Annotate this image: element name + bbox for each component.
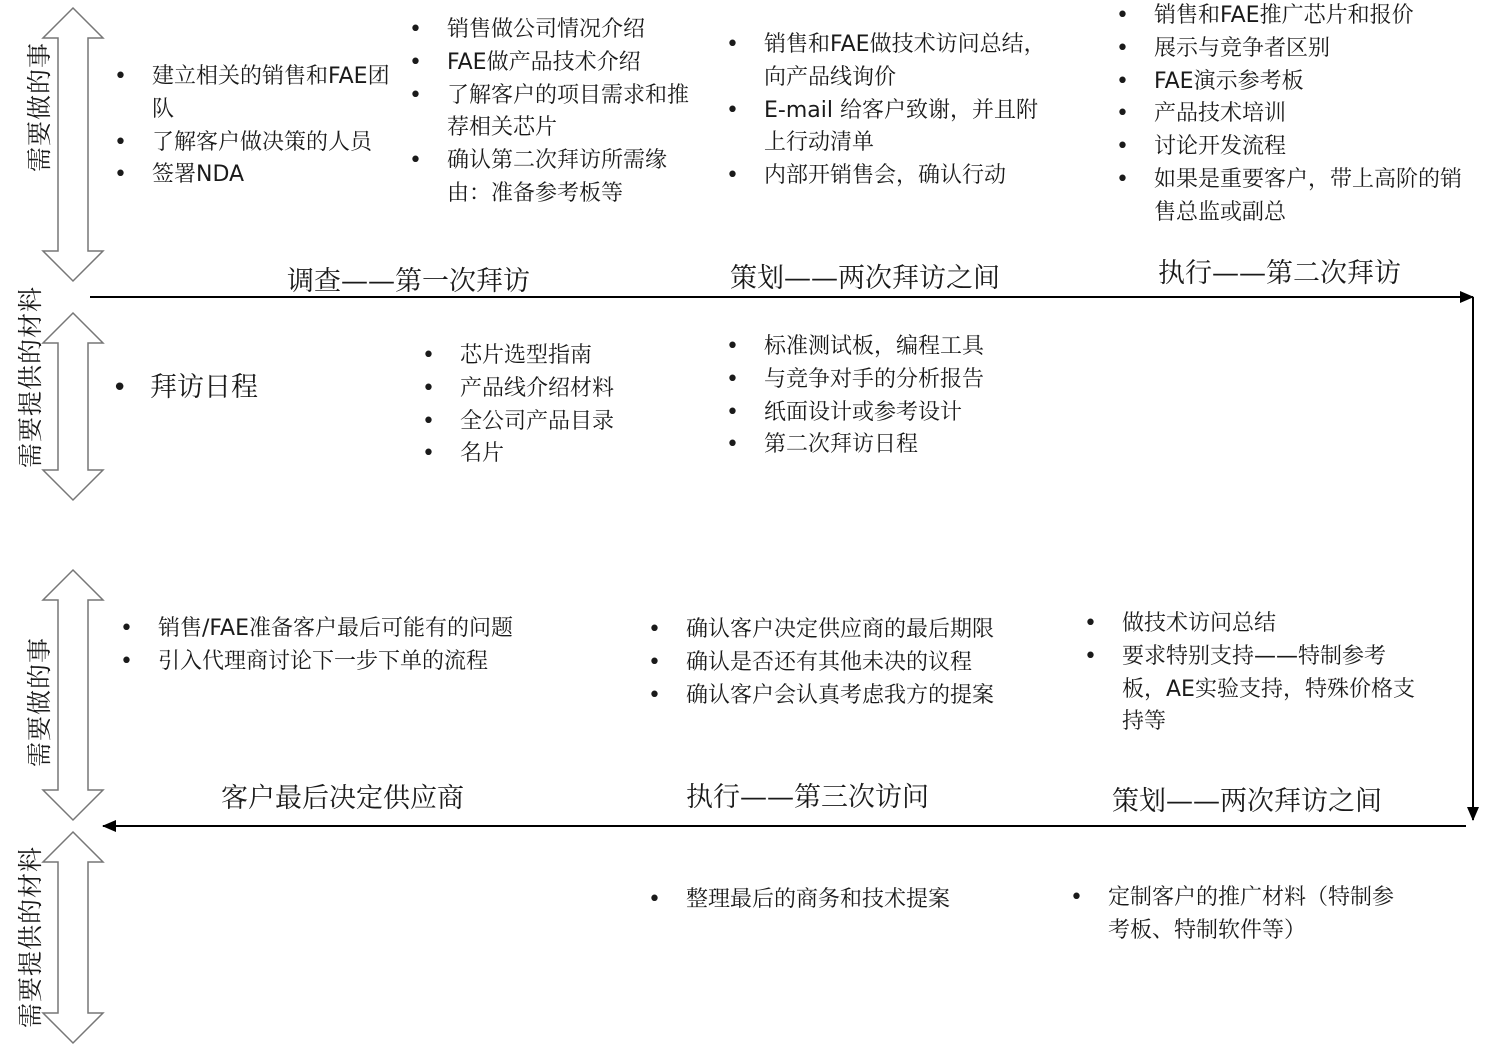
bullet-item: • 确认是否还有其他未决的议程 bbox=[640, 647, 1060, 680]
phase-label-planning-2: 策划——两次拜访之间 bbox=[1112, 786, 1382, 817]
materials-list-first-visit-a bbox=[104, 370, 384, 406]
todo-list-second-visit bbox=[1108, 0, 1463, 230]
todo-list-planning-2 bbox=[1076, 608, 1416, 739]
bullet-item: • 产品技术培训 bbox=[1108, 98, 1463, 131]
bullet-item: • 引入代理商讨论下一步下单的流程 bbox=[112, 646, 592, 679]
bullet-item: • 第二次拜访日程 bbox=[718, 429, 1058, 462]
materials-list-first-visit-b bbox=[414, 340, 714, 471]
todo-list-first-visit-a bbox=[106, 61, 396, 192]
todo-list-first-visit-b bbox=[401, 14, 701, 211]
double-arrow-top-materials bbox=[43, 313, 103, 500]
bullet-item: • 纸面设计或参考设计 bbox=[718, 397, 1058, 430]
bullet-item: • 签署NDA bbox=[106, 159, 396, 192]
bullet-item: • 讨论开发流程 bbox=[1108, 131, 1463, 164]
bullet-item: • 确认第二次拜访所需缘由：准备参考板等 bbox=[401, 145, 701, 211]
bullet-item: • 确认客户决定供应商的最后期限 bbox=[640, 614, 1060, 647]
bullet-item: • 了解客户做决策的人员 bbox=[106, 127, 396, 160]
side-label-top-todo: 需要做的事 bbox=[25, 41, 54, 172]
bullet-item: • 名片 bbox=[414, 438, 714, 471]
bullet-item: • 销售做公司情况介绍 bbox=[401, 14, 701, 47]
bullet-item: • 内部开销售会，确认行动 bbox=[718, 160, 1048, 193]
phase-label-first-visit: 调查——第一次拜访 bbox=[287, 266, 530, 297]
todo-list-planning-1 bbox=[718, 29, 1048, 193]
todo-list-final-decision bbox=[112, 613, 592, 679]
bullet-item: • 如果是重要客户，带上高阶的销售总监或副总 bbox=[1108, 164, 1463, 230]
bullet-item: • 标准测试板，编程工具 bbox=[718, 331, 1058, 364]
bullet-item: • 芯片选型指南 bbox=[414, 340, 714, 373]
side-label-top-materials: 需要提供的材料 bbox=[16, 285, 45, 468]
bullet-item: • 了解客户的项目需求和推荐相关芯片 bbox=[401, 80, 701, 146]
materials-list-planning-2 bbox=[1062, 882, 1402, 948]
bullet-item: • FAE做产品技术介绍 bbox=[401, 47, 701, 80]
bullet-item: • 拜访日程 bbox=[104, 370, 384, 406]
todo-list-third-visit bbox=[640, 614, 1060, 712]
bullet-item: • 建立相关的销售和FAE团队 bbox=[106, 61, 396, 127]
bullet-item: • 整理最后的商务和技术提案 bbox=[640, 884, 1020, 917]
bullet-item: • 做技术访问总结 bbox=[1076, 608, 1416, 641]
materials-list-third-visit bbox=[640, 884, 1020, 917]
bullet-item: • 全公司产品目录 bbox=[414, 406, 714, 439]
bullet-item: • 确认客户会认真考虑我方的提案 bbox=[640, 680, 1060, 713]
bullet-item: • 销售和FAE做技术访问总结，向产品线询价 bbox=[718, 29, 1048, 95]
bullet-item: • 与竞争对手的分析报告 bbox=[718, 364, 1058, 397]
bullet-item: • 产品线介绍材料 bbox=[414, 373, 714, 406]
bullet-item: • E-mail 给客户致谢，并且附上行动清单 bbox=[718, 95, 1048, 161]
bullet-item: • 定制客户的推广材料（特制参考板、特制软件等） bbox=[1062, 882, 1402, 948]
bullet-item: • 展示与竞争者区别 bbox=[1108, 33, 1463, 66]
side-label-bottom-todo: 需要做的事 bbox=[25, 636, 54, 767]
bullet-item: • 销售/FAE准备客户最后可能有的问题 bbox=[112, 613, 592, 646]
side-label-bottom-materials: 需要提供的材料 bbox=[16, 845, 45, 1028]
phase-label-planning-1: 策划——两次拜访之间 bbox=[730, 263, 1000, 294]
phase-label-third-visit: 执行——第三次访问 bbox=[686, 782, 929, 813]
phase-label-second-visit: 执行——第二次拜访 bbox=[1158, 258, 1401, 289]
double-arrow-bottom-materials bbox=[43, 832, 103, 1043]
phase-label-final-decision: 客户最后决定供应商 bbox=[221, 783, 464, 814]
materials-list-planning-1 bbox=[718, 331, 1058, 462]
bullet-item: • 要求特别支持——特制参考板，AE实验支持，特殊价格支持等 bbox=[1076, 641, 1416, 739]
bullet-item: • 销售和FAE推广芯片和报价 bbox=[1108, 0, 1463, 33]
bullet-item: • FAE演示参考板 bbox=[1108, 66, 1463, 99]
